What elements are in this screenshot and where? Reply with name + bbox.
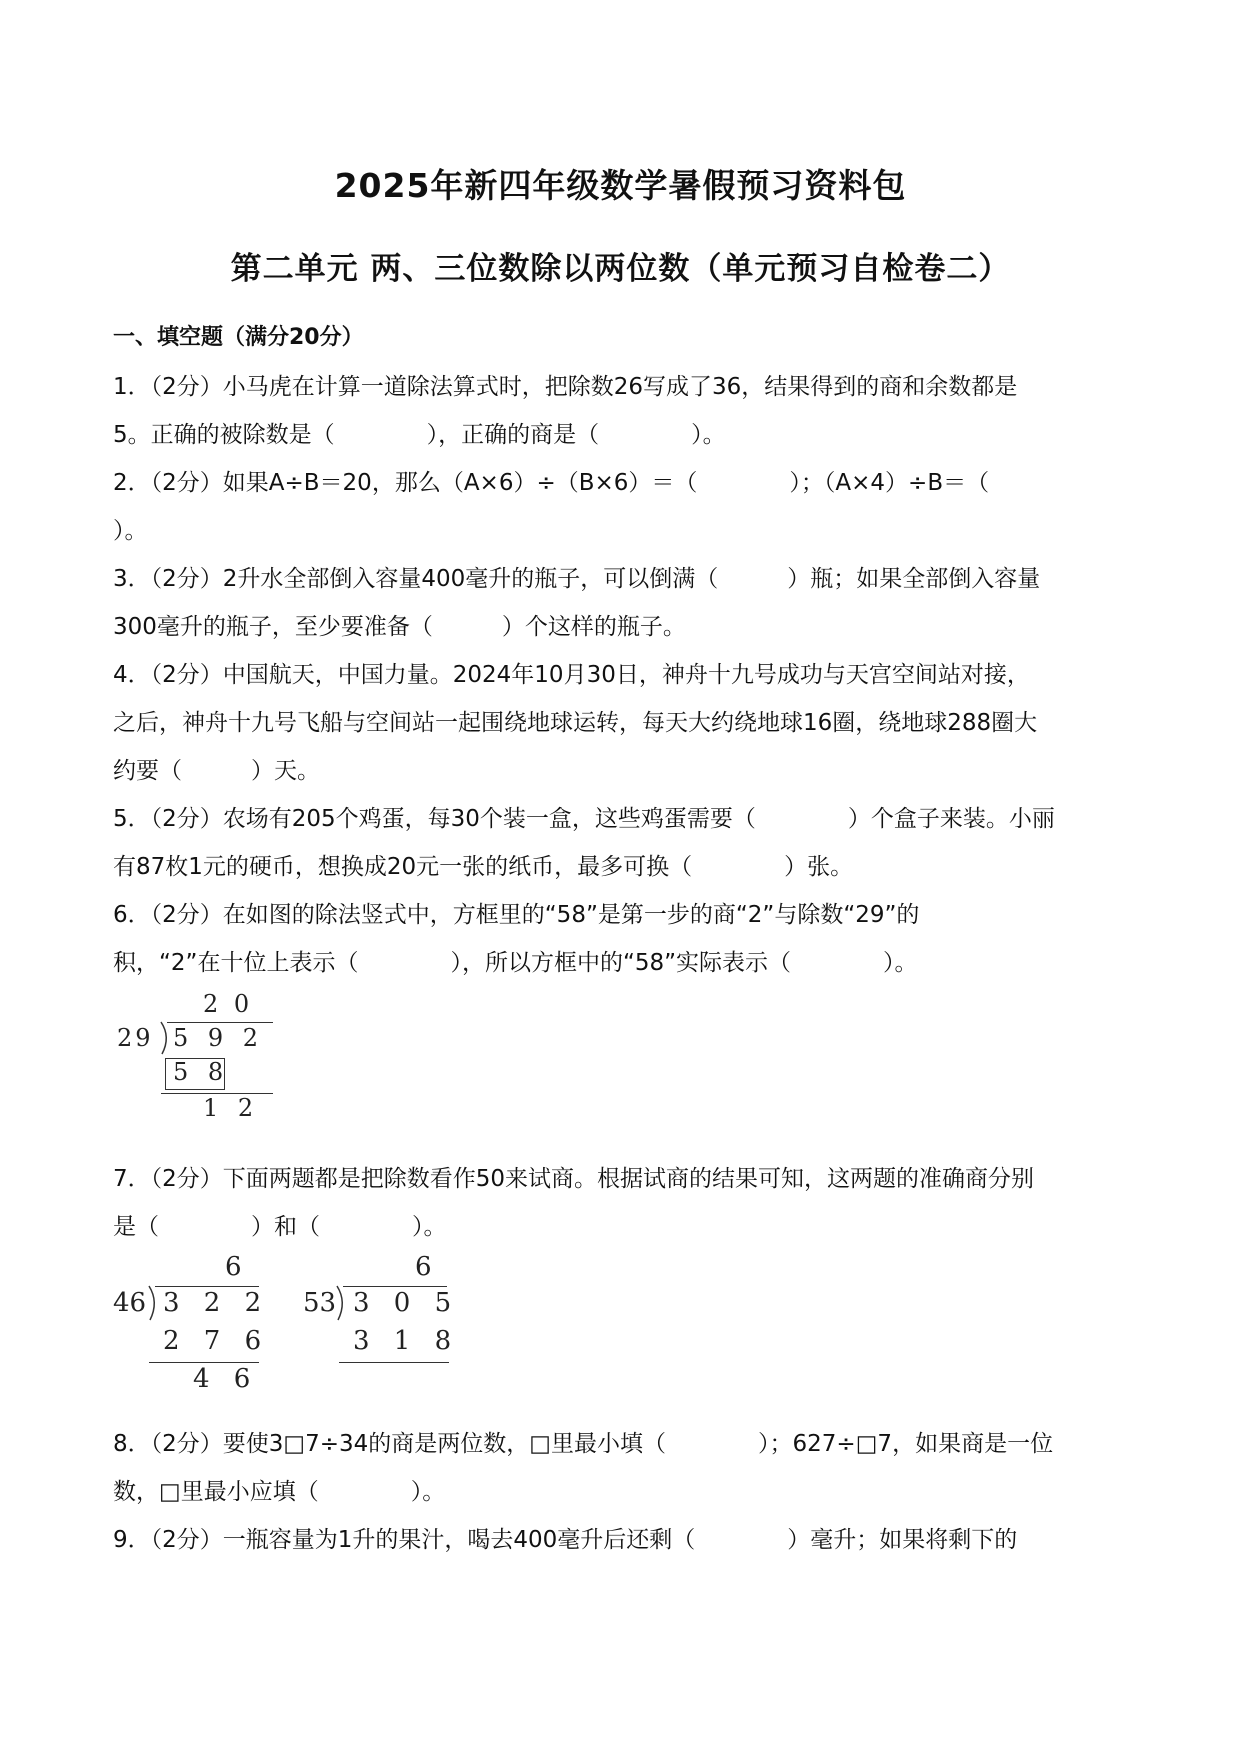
q7a-product: 2 7 6: [163, 1326, 270, 1356]
q7a-divisor: 46: [113, 1288, 147, 1318]
question-9-line-1: 9．（2分）一瓶容量为1升的果汁，喝去400毫升后还剩（ ）毫升；如果将剩下的: [113, 1527, 1018, 1553]
q7b-divisor: 53: [303, 1288, 337, 1318]
section-heading: 一、填空题（满分20分）: [113, 325, 364, 350]
question-4-line-2: 之后，神舟十九号飞船与空间站一起围绕地球运转，每天大约绕地球16圈，绕地球288圈大: [113, 710, 1038, 736]
question-7-line-1: 7．（2分）下面两题都是把除数看作50来试商。根据试商的结果可知，这两题的准确商分别: [113, 1166, 1035, 1192]
question-3-line-1: 3．（2分）2升水全部倒入容量400毫升的瓶子，可以倒满（ ）瓶；如果全部倒入容量: [113, 566, 1041, 592]
question-3-line-2: 300毫升的瓶子，至少要准备（ ）个这样的瓶子。: [113, 614, 686, 640]
question-2-line-1: 2．（2分）如果A÷B＝20，那么（A×6）÷（B×6）＝（ ）；（A×4）÷B＝（: [113, 470, 990, 496]
question-7-line-2: 是（ ）和（ ）。: [113, 1214, 447, 1240]
question-1-line-2: 5。正确的被除数是（ ），正确的商是（ ）。: [113, 422, 726, 448]
question-4-line-3: 约要（ ）天。: [113, 758, 320, 784]
question-6-line-2: 积，“2”在十位上表示（ ），所以方框中的“58”实际表示（ ）。: [113, 950, 918, 976]
q7b-subtract-line: [339, 1362, 449, 1363]
question-6-line-1: 6．（2分）在如图的除法竖式中，方框里的“58”是第一步的商“2”与除数“29”的: [113, 902, 920, 928]
question-5-line-2: 有87枚1元的硬币，想换成20元一张的纸币，最多可换（ ）张。: [113, 854, 854, 880]
q7a-remainder: 4 6: [193, 1364, 259, 1394]
question-8-line-1: 8．（2分）要使3□7÷34的商是两位数，□里最小填（ ）；627÷□7，如果商是一位: [113, 1431, 1054, 1457]
question-2-line-2: ）。: [113, 518, 148, 544]
q6-bracket-arc: [159, 1021, 173, 1055]
q7a-bracket-top: [155, 1286, 259, 1287]
question-8-line-2: 数，□里最小应填（ ）。: [113, 1479, 446, 1505]
q7b-product: 3 1 8: [353, 1326, 460, 1356]
q7b-quotient: 6: [415, 1252, 432, 1282]
q6-remainder: 1 2: [203, 1094, 260, 1122]
q6-bracket-top: [167, 1022, 273, 1023]
q6-dividend: 5 9 2: [173, 1024, 265, 1052]
q6-product: 5 8: [173, 1058, 230, 1086]
q7b-dividend: 3 0 5: [353, 1288, 460, 1318]
q6-divisor: 29: [117, 1024, 154, 1052]
question-5-line-1: 5．（2分）农场有205个鸡蛋，每30个装一盒，这些鸡蛋需要（ ）个盒子来装。小丽: [113, 806, 1055, 832]
document-title: 2025年新四年级数学暑假预习资料包: [334, 166, 907, 205]
question-1-line-1: 1．（2分）小马虎在计算一道除法算式时，把除数26写成了36，结果得到的商和余数都是: [113, 374, 1018, 400]
q7b-bracket-arc: [335, 1285, 349, 1321]
q7-division-figure-a: [113, 1252, 270, 1402]
question-4-line-1: 4．（2分）中国航天，中国力量。2024年10月30日，神舟十九号成功与天宫空间站对接，: [113, 662, 1030, 688]
q7a-dividend: 3 2 2: [163, 1288, 270, 1318]
q6-division-figure: [113, 990, 273, 1122]
q7a-bracket-arc: [147, 1285, 161, 1321]
document-subtitle: 第二单元 两、三位数除以两位数（单元预习自检卷二）: [230, 251, 1011, 287]
q7-division-figure-b: [303, 1252, 460, 1402]
q6-quotient: 2 0: [203, 990, 254, 1018]
q7a-quotient: 6: [225, 1252, 242, 1282]
q7a-subtract-line: [149, 1362, 259, 1363]
q7b-bracket-top: [343, 1286, 447, 1287]
